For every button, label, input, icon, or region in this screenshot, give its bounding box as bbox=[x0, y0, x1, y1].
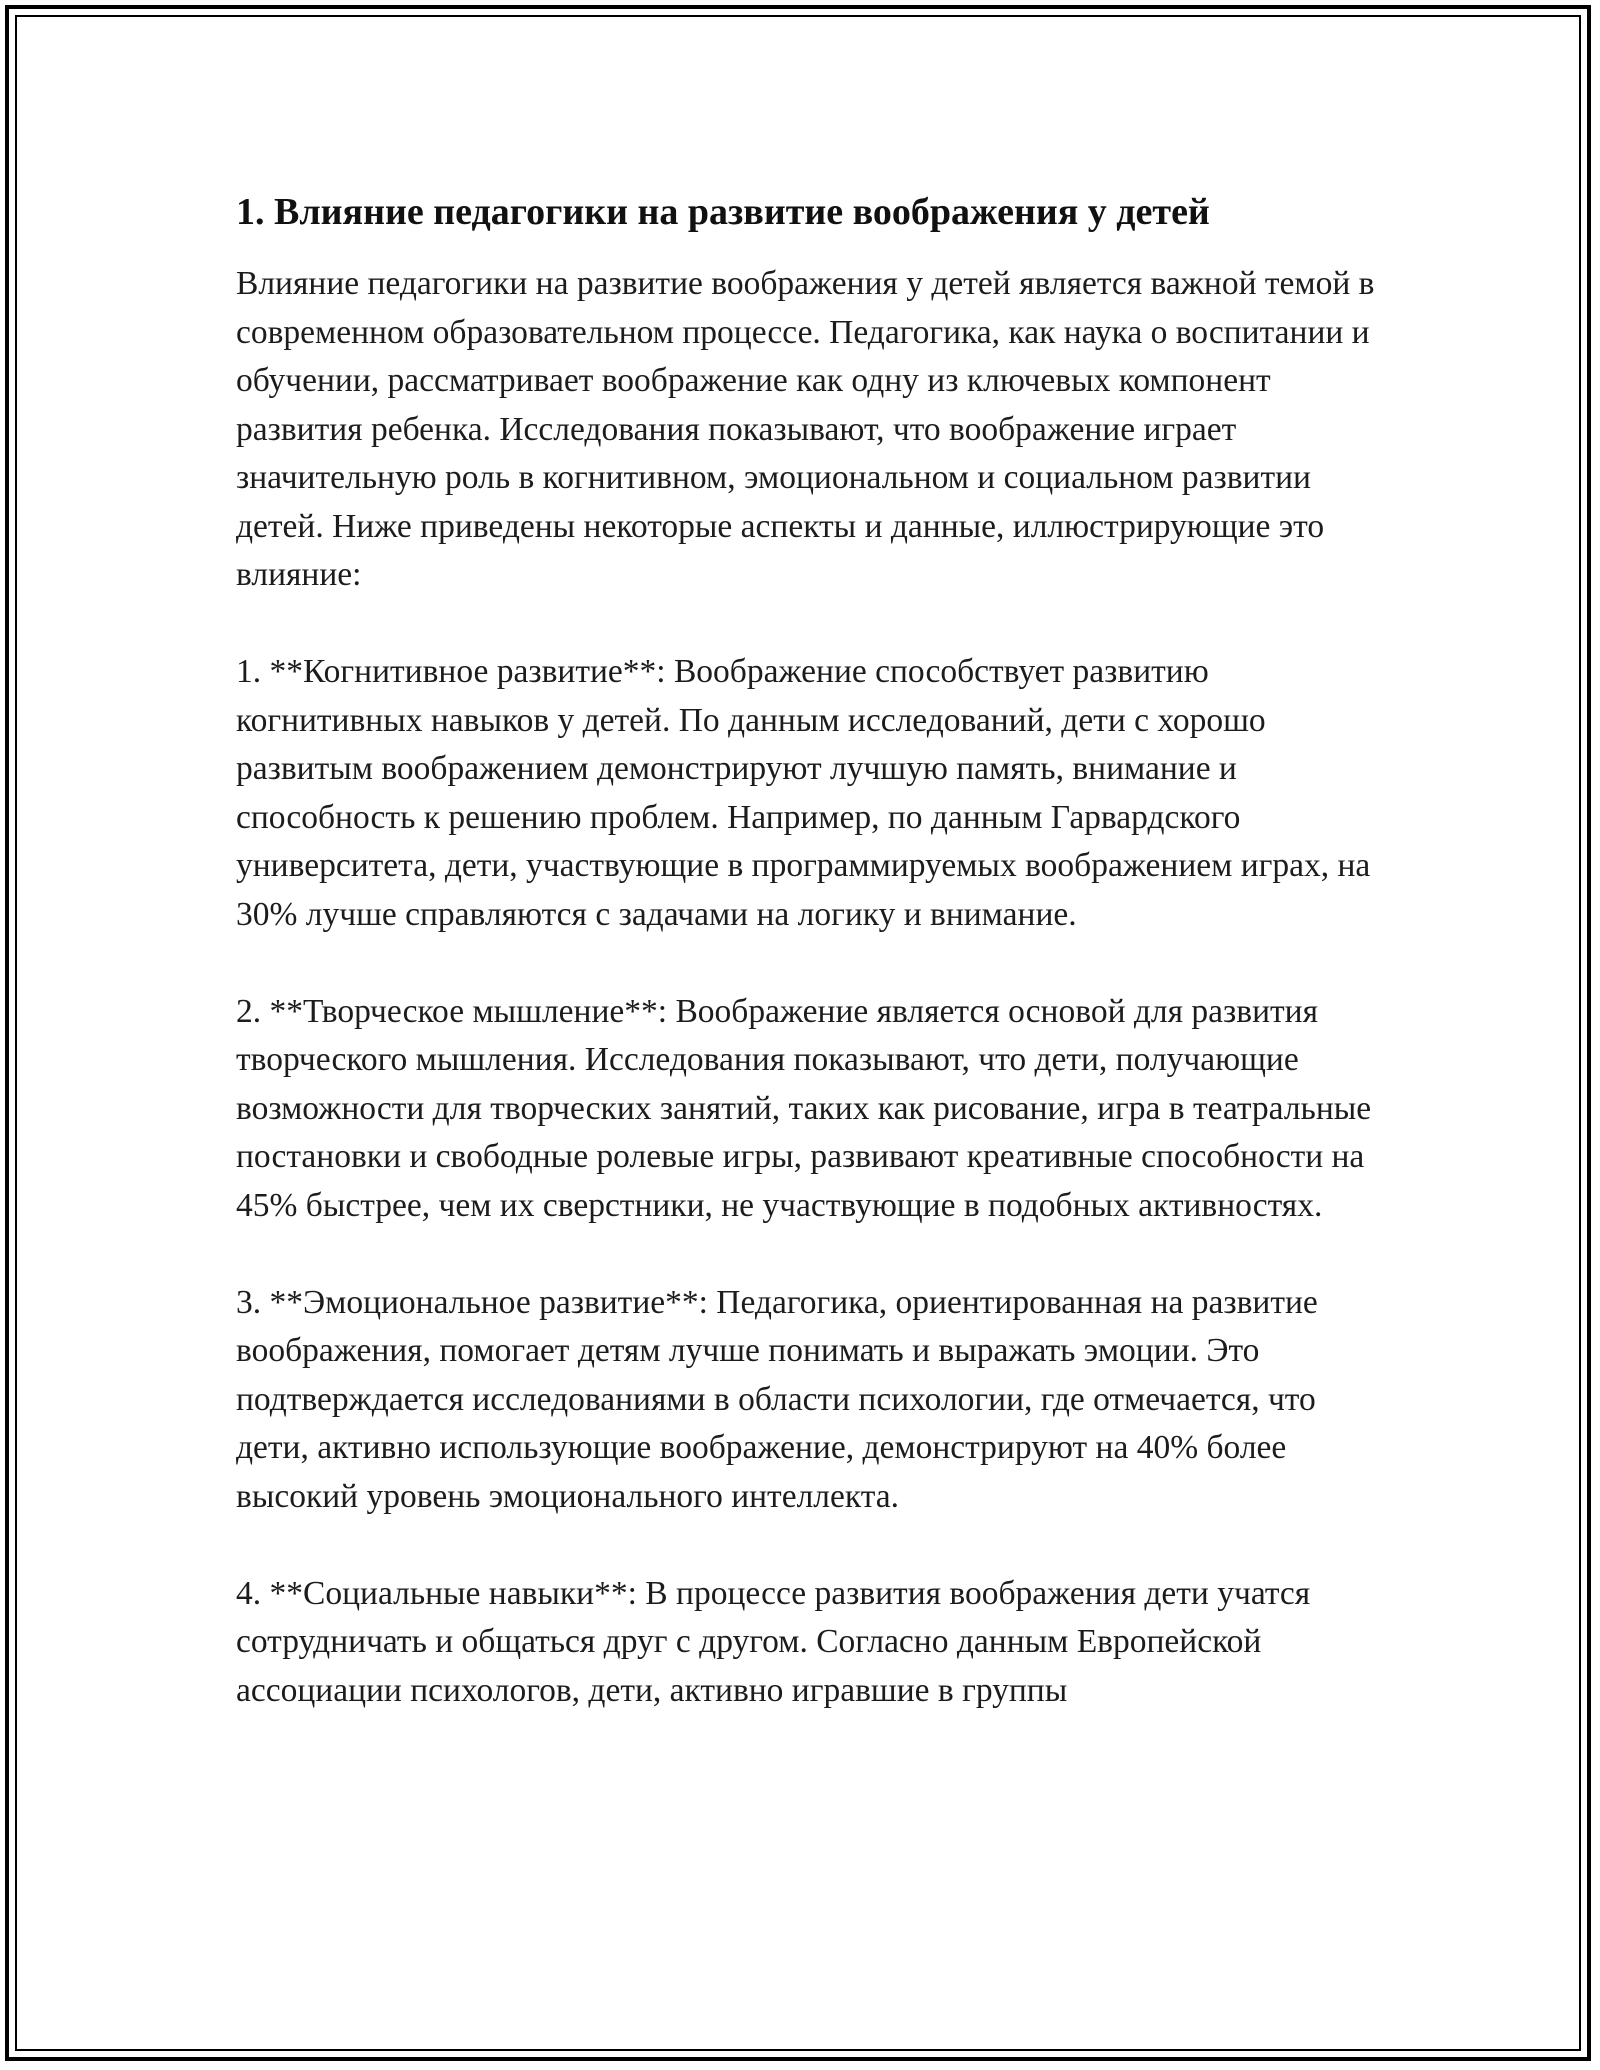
intro-paragraph: Влияние педагогики на развитие воображения у детей является важной темой в современном образовательном процессе. Педагогика, как наука о воспитании и обучении, рассматривает воображение как одну из ключевых компонент развития ребенка. Исследования показывают, что воображение играет значительную роль в когнитивном, эмоциональном и социальном развитии детей. Ниже приведены некоторые аспекты и данные, иллюстрирующие это влияние: bbox=[236, 265, 1375, 593]
creative-thinking-paragraph: 2. **Творческое мышление**: Воображение является основой для развития творческого мышления. Исследования показывают, что дети, получающие возможности для творческих занятий, таких как рисование, игра в театральные постановки и свободные ролевые игры, развивают креативные способности на 45% быстрее, чем их сверстники, не участвующие в подобных активностях. bbox=[236, 992, 1372, 1224]
document-body bbox=[236, 188, 1386, 1764]
social-skills-paragraph: 4. **Социальные навыки**: В процессе развития воображения дети учатся сотрудничать и общаться друг с другом. Согласно данным Европейской ассоциации психологов, дети, активно игравшие в группы bbox=[236, 1574, 1311, 1709]
section-heading: 1. Влияние педагогики на развитие воображения у детей bbox=[236, 191, 1210, 233]
emotional-development-paragraph: 3. **Эмоциональное развитие**: Педагогика, ориентированная на развитие воображения, помогает детям лучше понимать и выражать эмоции. Это подтверждается исследованиями в области психологии, где отмечается, что дети, активно использующие воображение, демонстрируют на 40% более высокий уровень эмоционального интеллекта. bbox=[236, 1283, 1318, 1515]
cognitive-development-paragraph: 1. **Когнитивное развитие**: Воображение способствует развитию когнитивных навыков у детей. По данным исследований, дети с хорошо развитым воображением демонстрируют лучшую память, внимание и способность к решению проблем. Например, по данным Гарвардского университета, дети, участвующие в программируемых воображением играх, на 30% лучше справляются с задачами на логику и внимание. bbox=[236, 653, 1371, 933]
